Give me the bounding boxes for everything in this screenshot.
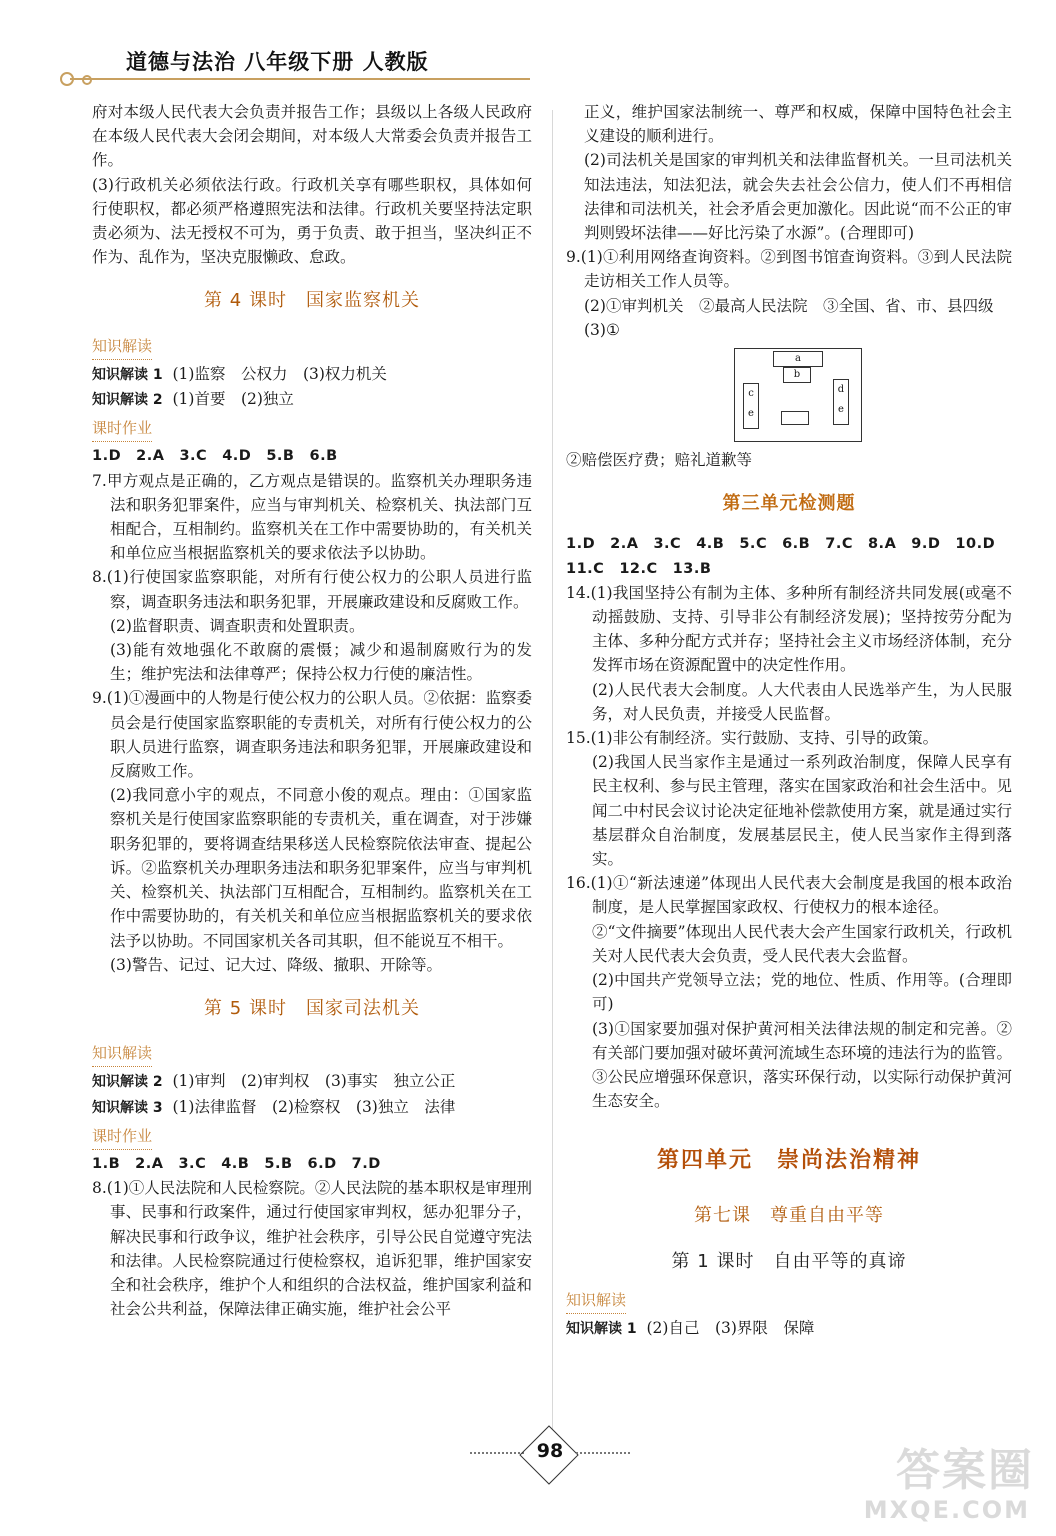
answer-paragraph: 9.(1)①利用网络查询资料。②到图书馆查询资料。③到人民法院走访相关工作人员等。: [566, 248, 1012, 291]
answer-paragraph: (2)中国共产党领导立法；党的地位、性质、作用等。(合理即可): [592, 971, 1012, 1014]
period-title: 第 1 课时 自由平等的真谛: [671, 1250, 907, 1272]
courtroom-diagram: [734, 348, 862, 442]
answer-paragraph: (2)我同意小宇的观点，不同意小俊的观点。理由：①国家监察机关是行使国家监察职能的专责机关，重在调查，对于涉嫌职务犯罪的，要将调查结果移送人民检察院依法审查、提起公诉。②监察机关办理职务违法和职务犯罪案件，应当与审判机关、检察机关、执法部门互相配合，互相制约。监察机关在工作中需要协助的，有关机关和单位应当根据监察机关的要求依法予以协助。不同国家机关各司其职，但不能说互不相干。: [110, 786, 532, 950]
diagram-box-ce: [743, 383, 759, 429]
answer-paragraph: (2)人民代表大会制度。人大代表由人民选举产生，为人民服务，对人民负责，并接受人民监督。: [592, 680, 1012, 723]
book-title: 道德与法治 八年级下册 人教版: [126, 50, 429, 74]
knowledge-answer: (2)自己 (3)界限 保障: [646, 1319, 815, 1338]
watermark: [863, 1434, 1034, 1524]
diagram-box-de: [833, 379, 849, 425]
answer-paragraph: ②“文件摘要”体现出人民代表大会产生国家行政机关，行政机关对人民代表大会负责，受人民代表大会监督。: [592, 922, 1012, 965]
answer-paragraph: 8.(1)行使国家监察职能，对所有行使公权力的公职人员进行监察，调查职务违法和职务犯罪，开展廉政建设和反腐败工作。: [92, 568, 532, 611]
header-rule: [70, 78, 530, 80]
column-divider: [552, 110, 553, 1430]
answer-paragraph: (3)①国家要加强对保护黄河相关法律法规的制定和完善。②有关部门要加强对破坏黄河流域生态环境的违法行为的监管。③公民应增强环保意识，落实环保行动，以实际行动保护黄河生态安全。: [592, 1019, 1012, 1111]
diagram-box-blank: [781, 411, 809, 425]
section-tag-knowledge: 知识解读: [566, 1288, 626, 1314]
answer-paragraph: 9.(1)①漫画中的人物是行使公权力的公职人员。②依据：监察委员会是行使国家监察职能的专责机关，对所有行使公权力的公职人员进行监察，调查职务违法和职务犯罪，开展廉政建设和反腐败工作。: [92, 689, 532, 781]
answer-paragraph: 7.甲方观点是正确的，乙方观点是错误的。监察机关办理职务违法和职务犯罪案件，应当与审判机关、检察机关、执法部门互相配合，互相制约。监察机关在工作中需要协助的，有关机关和单位应当根据监察机关的要求依法予以协助。: [92, 471, 532, 563]
diagram-box-b: b: [783, 367, 811, 383]
answer-paragraph: 府对本级人民代表大会负责并报告工作；县级以上各级人民政府在本级人民代表大会闭会期间，对本级人大常委会负责并报告工作。: [92, 103, 532, 170]
section-tag-homework: 课时作业: [92, 416, 152, 442]
answer-paragraph: 正义，维护国家法制统一、尊严和权威，保障中国特色社会主义建设的顺利进行。: [584, 103, 1012, 146]
lesson-title: 第七课 尊重自由平等: [694, 1204, 884, 1226]
page-header: [60, 42, 540, 92]
answer-paragraph: 16.(1)①“新法速递”体现出人民代表大会制度是我国的根本政治制度，是人民掌握国家政权、行使权力的根本途径。: [566, 874, 1012, 917]
answer-paragraph: ②赔偿医疗费；赔礼道歉等: [566, 451, 753, 470]
lesson-title: 第 5 课时 国家司法机关: [204, 997, 420, 1019]
footer-dots: [576, 1452, 630, 1454]
choice-answers: 1.D 2.A 3.C 4.B 5.C 6.B 7.C 8.A 9.D 10.D: [566, 536, 996, 553]
answer-paragraph: (3)①: [584, 320, 620, 339]
choice-answers: 11.C 12.C 13.B: [566, 560, 712, 577]
answer-paragraph: 15.(1)非公有制经济。实行鼓励、支持、引导的政策。: [566, 729, 939, 748]
page-number: 98: [536, 1440, 564, 1462]
answer-paragraph: (3)行政机关必须依法行政。行政机关享有哪些职权，具体如何行使职权，都必须严格遵照宪法和法律。行政机关要坚持法定职责必须为、法无授权不可为，勇于负责、敢于担当，坚决纠正不作为、乱作为，坚决克服懒政、怠政。: [92, 175, 532, 267]
left-column: [92, 100, 532, 1321]
knowledge-label: 知识解读 3: [92, 1099, 163, 1116]
knowledge-answer: (1)首要 (2)独立: [172, 390, 294, 409]
header-ornament-small-icon: [82, 75, 92, 85]
choice-answers: 1.D 2.A 3.C 4.D 5.B 6.B: [92, 448, 338, 465]
knowledge-answer: (1)审判 (2)审判权 (3)事实 独立公正: [172, 1072, 456, 1091]
knowledge-label: 知识解读 1: [566, 1321, 637, 1338]
unit-test-title: 第三单元检测题: [722, 493, 856, 515]
diagram-label-e: e: [838, 404, 844, 416]
page-footer: [470, 1432, 630, 1476]
knowledge-label: 知识解读 1: [92, 366, 163, 383]
answer-paragraph: (2)我国人民当家作主是通过一系列政治制度，保障人民享有民主权利、参与民主管理，落实在国家政治和社会生活中。见闻二中村民会议讨论决定征地补偿款使用方案，就是通过实行基层群众自治制度，发展基层民主，使人民当家作主得到落实。: [592, 753, 1012, 869]
knowledge-label: 知识解读 2: [92, 1074, 163, 1091]
diagram-label-d: d: [837, 384, 845, 396]
answer-paragraph: (2)监督职责、调查职责和处置职责。: [110, 616, 365, 635]
unit-title: 第四单元 崇尚法治精神: [656, 1148, 921, 1174]
section-tag-knowledge: 知识解读: [92, 1041, 152, 1067]
right-column: [566, 100, 1012, 1341]
watermark-logo-cn: 答案圈: [896, 1445, 1034, 1496]
footer-dots: [470, 1452, 524, 1454]
answer-paragraph: 8.(1)①人民法院和人民检察院。②人民法院的基本职权是审理刑事、民事和行政案件，通过行使国家审判权，惩办犯罪分子，解决民事和行政争议，维护社会秩序，引导公民自觉遵守宪法和法律。人民检察院通过行使检察权，追诉犯罪，维护国家安全和社会秩序，维护个人和组织的合法权益，维护国家利益和社会公共利益，保障法律正确实施，维护社会公平: [92, 1179, 532, 1319]
choice-answers: 1.B 2.A 3.C 4.B 5.B 6.D 7.D: [92, 1155, 381, 1172]
knowledge-label: 知识解读 2: [92, 392, 163, 409]
diagram-box-a: a: [773, 351, 823, 367]
answer-paragraph: (2)①审判机关 ②最高人民法院 ③全国、省、市、县四级: [584, 296, 994, 315]
section-tag-homework: 课时作业: [92, 1124, 152, 1150]
diagram-label-e: e: [748, 408, 754, 420]
section-tag-knowledge: 知识解读: [92, 334, 152, 360]
answer-paragraph: (3)能有效地强化不敢腐的震慑；减少和遏制腐败行为的发生；维护宪法和法律尊严；保持公权力行使的廉洁性。: [110, 641, 532, 684]
answer-paragraph: 14.(1)我国坚持公有制为主体、多种所有制经济共同发展(或毫不动摇鼓励、支持、引导非公有制经济发展)；坚持按劳分配为主体、多种分配方式并存；坚持社会主义市场经济体制，充分发挥市场在资源配置中的决定性作用。: [566, 583, 1012, 675]
lesson-title: 第 4 课时 国家监察机关: [204, 290, 420, 312]
diagram-label-c: c: [748, 388, 754, 400]
watermark-logo-en: MXQE.COM: [863, 1496, 1030, 1524]
knowledge-answer: (1)法律监督 (2)检察权 (3)独立 法律: [172, 1097, 456, 1116]
answer-paragraph: (2)司法机关是国家的审判机关和法律监督机关。一旦司法机关知法违法，知法犯法，就会失去社会公信力，使人们不再相信法律和司法机关，社会矛盾会更加激化。因此说“而不公正的审判则毁坏法律——好比污染了水源”。(合理即可): [584, 151, 1012, 243]
answer-paragraph: (3)警告、记过、记大过、降级、撤职、开除等。: [110, 955, 442, 974]
knowledge-answer: (1)监察 公权力 (3)权力机关: [172, 364, 387, 383]
